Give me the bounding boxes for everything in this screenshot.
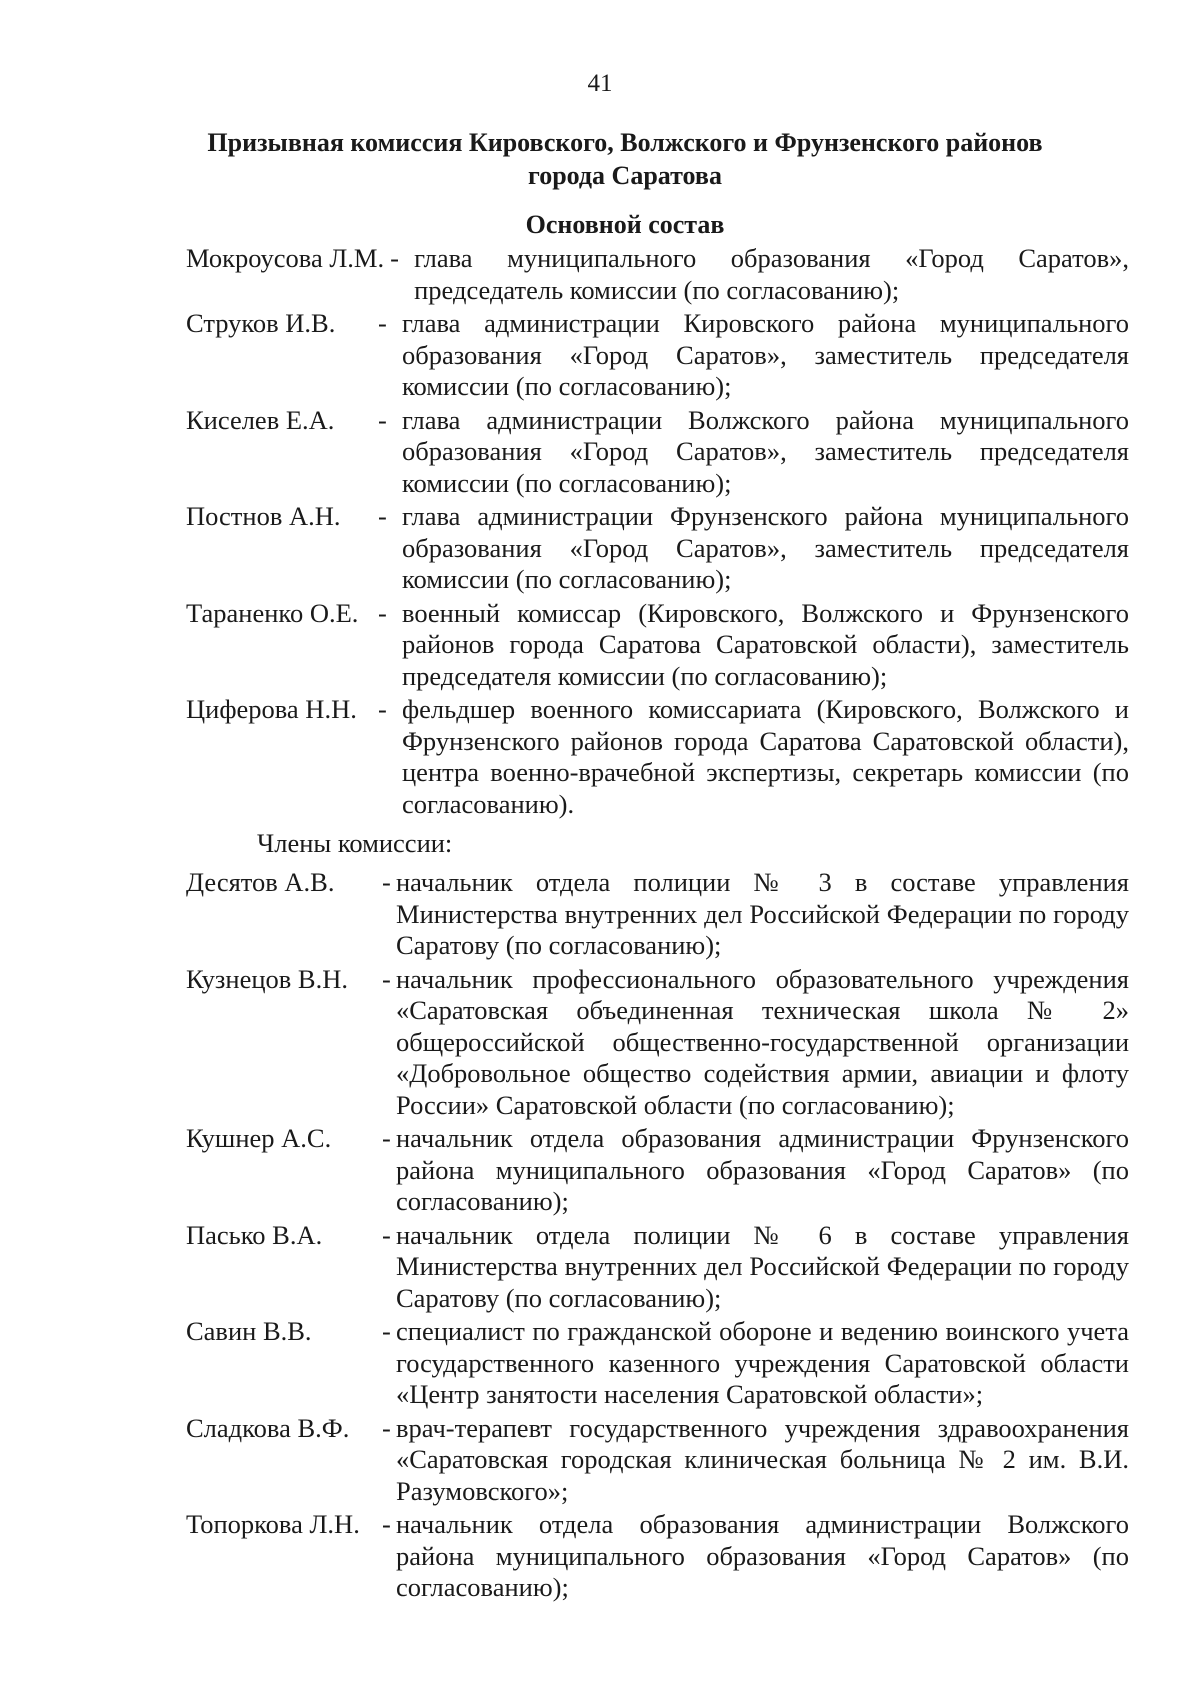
dash-separator: -: [382, 1316, 391, 1346]
dash-separator: -: [378, 404, 387, 435]
dash-separator: -: [382, 867, 391, 897]
list-item: [186, 243, 1129, 306]
dash-separator: -: [378, 597, 387, 628]
section-main-heading: Основной состав: [525, 210, 725, 239]
member-name: Пасько В.А.: [186, 1219, 323, 1250]
member-name: Струков И.В.: [186, 308, 336, 338]
commission-members-list: [186, 867, 1129, 1606]
member-role: глава администрации Волжского района муниципального образования «Город Саратов», заместитель председателя комиссии (по согласованию);: [402, 404, 1129, 498]
list-item: [186, 867, 1129, 962]
dash-separator: -: [378, 694, 387, 724]
member-role: глава администрации Фрунзенского района муниципального образования «Город Саратов», заместитель председателя комиссии (по согласованию);: [402, 501, 1129, 594]
list-item: [186, 1509, 1129, 1604]
member-name: Савин В.В.: [186, 1316, 312, 1346]
list-item: [186, 1413, 1129, 1508]
member-name: Киселев Е.А.: [186, 404, 335, 435]
member-role: врач-терапевт государственного учреждения здравоохранения «Саратовская городская клиническая больница № 2 им. В.И. Разумовского»;: [396, 1412, 1129, 1506]
dash-separator: -: [382, 1123, 391, 1153]
dash-separator: -: [382, 1509, 391, 1539]
dash-separator: -: [390, 243, 399, 273]
member-name: Постнов А.Н.: [186, 501, 341, 531]
member-role: глава администрации Кировского района муниципального образования «Город Саратов», заместитель председателя комиссии (по согласованию);: [402, 308, 1129, 401]
members-heading: Члены комиссии:: [257, 828, 453, 858]
title-line-2: города Саратова: [528, 161, 722, 190]
list-item: [186, 1220, 1129, 1315]
list-item: [186, 1316, 1129, 1411]
list-item: [186, 598, 1129, 693]
member-role: начальник отдела образования администрации Фрунзенского района муниципального образования «Город Саратов» (по согласованию);: [396, 1123, 1129, 1216]
list-item: [186, 405, 1129, 500]
member-name: Тараненко О.Е.: [186, 597, 359, 628]
list-item: [186, 694, 1129, 820]
member-role: фельдшер военного комиссариата (Кировского, Волжского и Фрунзенского районов города Саратова Саратовской области), центра военно-врачебной экспертизы, секретарь комиссии (по согласованию).: [402, 694, 1129, 819]
member-name: Кузнецов В.Н.: [186, 963, 348, 994]
dash-separator: -: [382, 1219, 391, 1250]
member-role: глава муниципального образования «Город Саратов», председатель комиссии (по согласованию);: [414, 243, 1129, 305]
list-item: [186, 501, 1129, 596]
dash-separator: -: [378, 501, 387, 531]
member-name: Топоркова Л.Н.: [186, 1509, 360, 1539]
page-number: 41: [587, 70, 613, 97]
member-name: Сладкова В.Ф.: [186, 1412, 350, 1443]
member-role: начальник профессионального образовательного учреждения «Саратовская объединенная техническая школа № 2» общероссийской общественно-государственной организации «Добровольное общество содействия армии, авиации и флоту России» Саратовской области (по согласованию);: [396, 963, 1129, 1120]
member-name: Кушнер А.С.: [186, 1123, 332, 1153]
main-members-list: [186, 243, 1129, 822]
member-role: военный комиссар (Кировского, Волжского и Фрунзенского районов города Саратова Саратовской области), заместитель председателя комиссии (по согласованию);: [402, 597, 1129, 691]
document-title: [150, 126, 1100, 192]
title-line-1: Призывная комиссия Кировского, Волжского и Фрунзенского районов: [207, 128, 1043, 157]
member-role: специалист по гражданской обороне и ведению воинского учета государственного казенного учреждения Саратовской области «Центр занятости населения Саратовской области»;: [396, 1316, 1129, 1409]
dash-separator: -: [382, 963, 391, 994]
member-role: начальник отдела образования администрации Волжского района муниципального образования «Город Саратов» (по согласованию);: [396, 1509, 1129, 1602]
member-role: начальник отдела полиции № 6 в составе управления Министерства внутренних дел Российской Федерации по городу Саратову (по согласованию);: [396, 1219, 1129, 1313]
member-name: Мокроусова Л.М.: [186, 243, 385, 273]
member-role: начальник отдела полиции № 3 в составе управления Министерства внутренних дел Российской Федерации по городу Саратову (по согласованию);: [396, 867, 1129, 960]
list-item: [186, 308, 1129, 403]
dash-separator: -: [382, 1412, 391, 1443]
member-name: Циферова Н.Н.: [186, 694, 357, 724]
list-item: [186, 964, 1129, 1122]
list-item: [186, 1123, 1129, 1218]
dash-separator: -: [378, 308, 387, 338]
member-name: Десятов А.В.: [186, 867, 335, 897]
